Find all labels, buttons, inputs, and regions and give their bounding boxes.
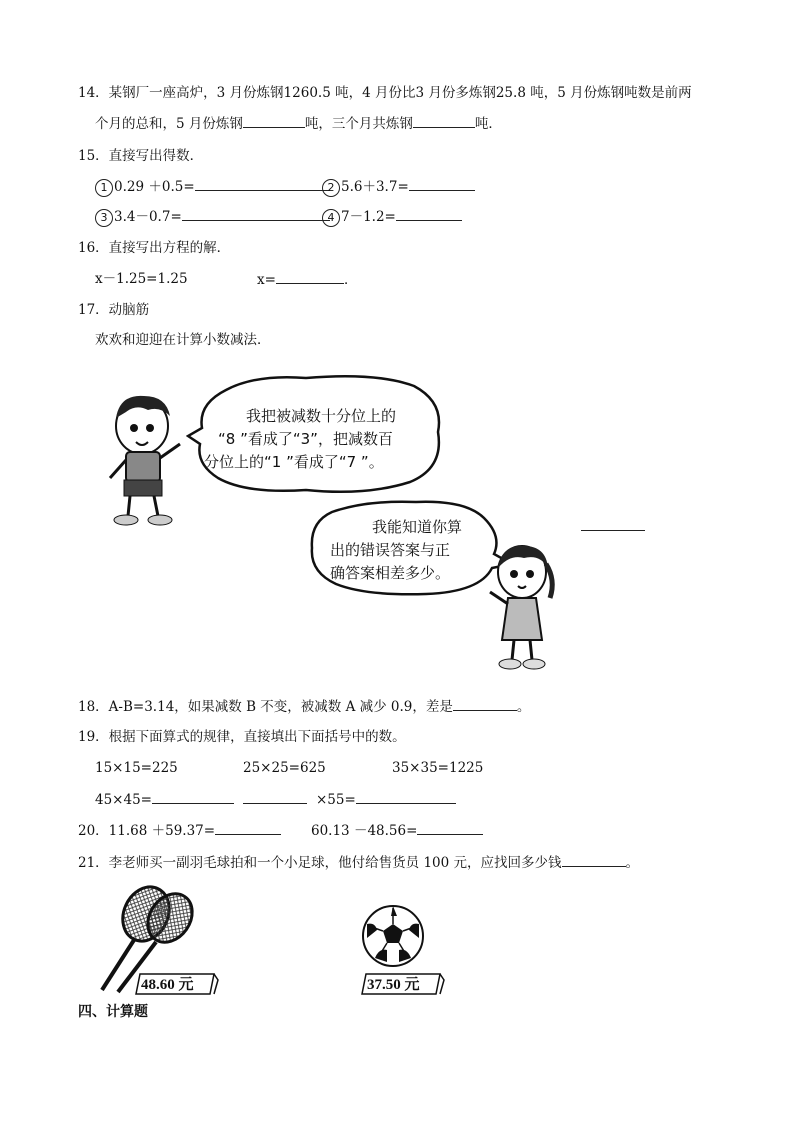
boy-bubble-line-2: “8 ”看成了“3”，把减数百 xyxy=(218,430,393,448)
q17-intro: 欢欢和迎迎在计算小数减法． xyxy=(95,332,271,348)
q19-example-1: 15×15=225 xyxy=(95,760,178,776)
q15-item-1 xyxy=(95,176,330,197)
boy-illustration xyxy=(100,388,195,528)
q16-blank[interactable] xyxy=(276,269,344,284)
q15-num-1: 1 xyxy=(95,179,113,197)
q15-item-4 xyxy=(322,206,462,227)
q16-title: 16．直接写出方程的解． xyxy=(78,240,231,256)
q15-blank-4[interactable] xyxy=(396,206,462,221)
q21-text: 21．李老师买一副羽毛球拍和一个小足球，他付给售货员 100 元，应找回多少钱 xyxy=(78,855,562,871)
q14-text-a: 个月的总和，5 月份炼钢 xyxy=(95,116,243,132)
q15-expr-3: 3.4－0.7= xyxy=(114,209,182,225)
q20-expr-2 xyxy=(311,820,483,841)
racket-price: 48.60 元 xyxy=(141,977,194,993)
q19-example-3: 35×35=1225 xyxy=(392,760,484,776)
q16-answer-prefix: x= xyxy=(257,272,276,288)
q14-text-c: 吨． xyxy=(474,116,502,132)
q19-title: 19．根据下面算式的规律，直接填出下面括号中的数。 xyxy=(78,729,406,745)
q15-blank-1[interactable] xyxy=(195,176,330,191)
q15-item-2 xyxy=(322,176,475,197)
q14-text-b: 吨，三个月共炼钢 xyxy=(304,116,413,132)
q20-expr-1 xyxy=(78,820,281,841)
girl-illustration xyxy=(480,540,560,676)
q15-num-4: 4 xyxy=(322,209,340,227)
q19-example-2: 25×25=625 xyxy=(243,760,326,776)
girl-bubble-line-2: 出的错误答案与正 xyxy=(330,541,451,559)
q18-line xyxy=(78,696,530,717)
q16-answer xyxy=(257,269,357,290)
q20-expr1-text: 20．11.68 ＋59.37= xyxy=(78,823,216,839)
q15-blank-2[interactable] xyxy=(409,176,475,191)
boy-bubble-line-3: 分位上的“1 ”看成了“7 ”。 xyxy=(204,453,384,471)
q19-blank-1[interactable] xyxy=(152,789,234,804)
q15-num-3: 3 xyxy=(95,209,113,227)
q15-expr-4: 7－1.2= xyxy=(341,209,396,225)
q21-suffix: 。 xyxy=(625,855,640,871)
q18-suffix: 。 xyxy=(516,699,531,715)
q16-answer-suffix: ． xyxy=(343,272,358,288)
q15-expr-2: 5.6＋3.7= xyxy=(341,179,409,195)
q15-expr-1: 0.29 ＋0.5= xyxy=(114,179,195,195)
q15-title: 15．直接写出得数． xyxy=(78,148,204,164)
q19-fill-1 xyxy=(95,789,234,810)
section-4-title: 四、计算题 xyxy=(78,1004,148,1020)
q19-blank-3[interactable] xyxy=(356,789,456,804)
q19-blank-2[interactable] xyxy=(243,789,307,804)
q18-text: 18．A-B=3.14，如果减数 B 不变，被减数 A 减少 0.9，差是 xyxy=(78,699,453,715)
q14-line2 xyxy=(95,113,502,134)
q17-answer-blank[interactable] xyxy=(581,516,645,531)
q19-fill2-text: ×55= xyxy=(316,792,356,808)
q18-blank[interactable] xyxy=(453,696,517,711)
q20-expr2-text: 60.13 －48.56= xyxy=(311,823,418,839)
ball-price: 37.50 元 xyxy=(367,977,420,993)
q19-fill1-text: 45×45= xyxy=(95,792,152,808)
q17-title: 17．动脑筋 xyxy=(78,302,150,318)
girl-bubble-line-3: 确答案相差多少。 xyxy=(330,564,451,582)
girl-bubble-line-1: 我能知道你算 xyxy=(372,518,463,536)
q14-blank-total[interactable] xyxy=(413,113,475,128)
q21-line xyxy=(78,852,639,873)
q15-blank-3[interactable] xyxy=(182,206,330,221)
q16-equation: x－1.25=1.25 xyxy=(95,271,188,287)
q20-blank-2[interactable] xyxy=(417,820,483,835)
q15-item-3 xyxy=(95,206,330,227)
q19-fill-2 xyxy=(243,789,456,810)
soccer-ball-image xyxy=(361,904,425,968)
q14-line1: 14．某钢厂一座高炉，3 月份炼钢1260.5 吨，4 月份比3 月份多炼钢25.8 吨，5 月份炼钢吨数是前两 xyxy=(78,85,692,101)
q15-num-2: 2 xyxy=(322,179,340,197)
q14-blank-may[interactable] xyxy=(243,113,305,128)
boy-bubble-line-1: 我把被减数十分位上的 xyxy=(246,407,397,425)
q20-blank-1[interactable] xyxy=(215,820,281,835)
q21-blank[interactable] xyxy=(562,852,626,867)
